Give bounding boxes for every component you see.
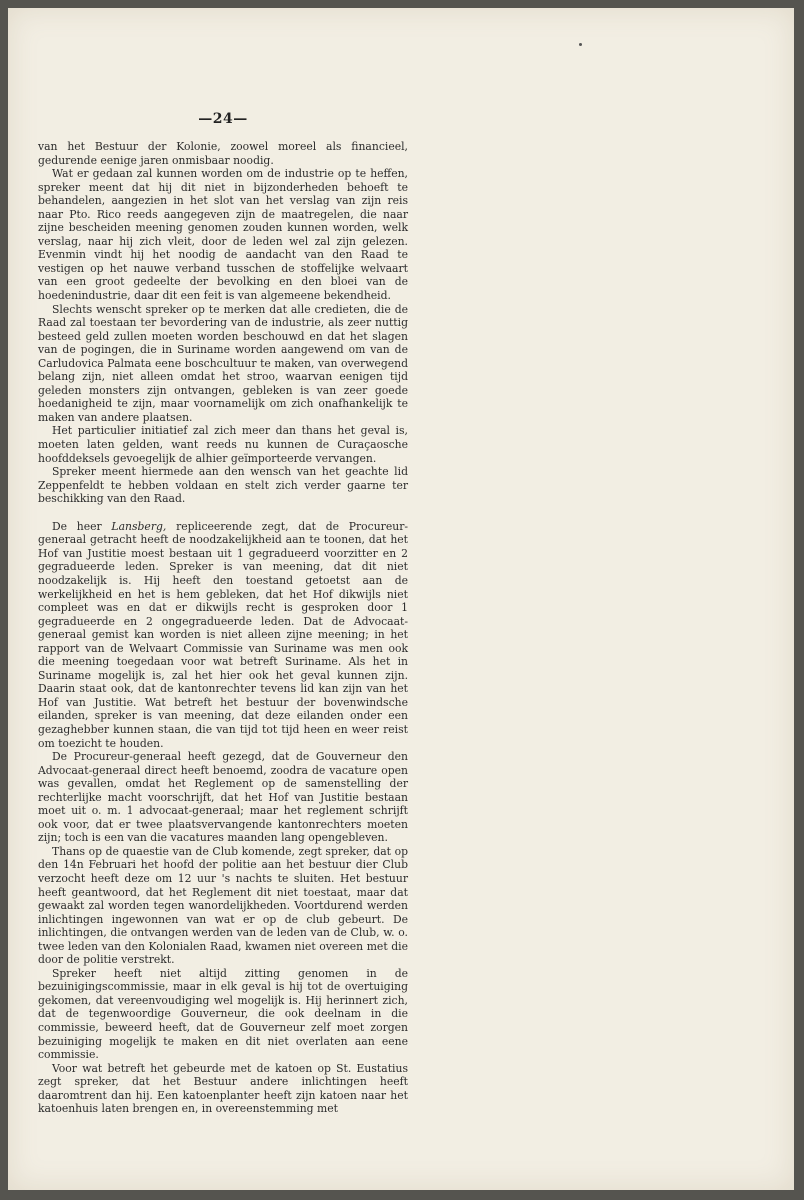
paragraph: Wat er gedaan zal kunnen worden om de industrie op te heffen, spreker meent dat hij dit niet in bijzonderheden behoeft te behandelen, aangezien in het slot van het verslag van zijn reis naar Pto. Rico reeds aangegeven zijn de maatregelen, die naar zijne bescheiden meening genomen zouden kunnen worden, welk verslag, naar hij zich vleit, door de leden wel zal zijn gelezen. Evenmin vindt hij het noodig de aandacht van den Raad te vestigen op het nauwe verband tusschen de stoffelijke welvaart van een groot gedeelte der bevolking en den bloei van de hoedenindustrie, daar dit een feit is van algemeene bekendheid. [38, 167, 408, 303]
paragraph: Thans op de quaestie van de Club komende, zegt spreker, dat op den 14n Februari het hoofd der politie aan het bestuur dier Club verzocht heeft deze om 12 uur 's nachts te sluiten. Het bestuur heeft geantwoord, dat het Reglement dit niet toestaat, maar dat gewaakt zal worden tegen wanordelijkheden. Voortdurend werden inlichtingen ingewonnen van wat er op de club gebeurt. De inlichtingen, die ontvangen werden van de leden van de Club, w. o. twee leden van den Kolonialen Raad, kwamen niet overeen met die door de politie verstrekt. [38, 844, 408, 967]
paragraph-rest: repliceerende zegt, dat de Procureur-generaal getracht heeft de noodzakelijkheid aan te toonen, dat het Hof van Justitie moest bestaan uit 1 gegradueerd voorzitter en 2 gegradueerde leden. Spreker is van meening, dat dit niet noodzakelijk is. Hij heeft den toestand getoetst aan de werkelijkheid en het is hem gebleken, dat het Hof dikwijls niet compleet was en dat er dikwijls recht is gesproken door 1 gegradueerde en 2 ongegradueerde leden. Dat de Advocaat-generaal gemist kan worden is niet alleen zijne meening; in het rapport van de Welvaart Commissie van Suriname was men ook die meening toegedaan voor wat betreft Suriname. Als het in Suriname mogelijk is, zal het hier ook het geval kunnen zijn. Daarin staat ook, dat de kantonrechter tevens lid kan zijn van het Hof van Justitie. Wat betreft het bestuur der bovenwindsche eilanden, spreker is van meening, dat deze eilanden onder een gezaghebber kunnen staan, die van tijd tot tijd heen en weer reist om toezicht te houden. [38, 519, 408, 750]
paragraph: Slechts wenscht spreker op te merken dat alle credieten, die de Raad zal toestaan ter bevordering van de industrie, als zeer nuttig besteed geld zullen moeten worden beschouwd en dat het slagen van de pogingen, die in Suriname worden aangewend om van de Carludovica Palmata eene boschcultuur te maken, van overwegend belang zijn, niet alleen omdat het stroo, waarvan eenigen tijd geleden monsters zijn ontvangen, gebleken is van zeer goede hoedanigheid te zijn, maar voornamelijk om zich onafhankelijk te maken van andere plaatsen. [38, 302, 408, 424]
paragraph: De Procureur-generaal heeft gezegd, dat de Gouverneur den Advocaat-generaal direct heeft benoemd, zoodra de vacature open was gevallen, omdat het Reglement op de samenstelling der rechterlijke macht voorschrijft, dat het Hof van Justitie bestaan moet uit o. m. 1 advocaat-generaal; maar het reglement schrijft ook voor, dat er twee plaatsvervangende kantonrechters moeten zijn; toch is een van die vacatures maanden lang opengebleven. [38, 750, 408, 845]
section-gap [38, 506, 408, 520]
paragraph: Voor wat betreft het gebeurde met de katoen op St. Eustatius zegt spreker, dat het Bestuur andere inlichtingen heeft daaromtrent dan hij. Een katoenplanter heeft zijn katoen naar het katoenhuis laten brengen en, in overeenstemming met [38, 1061, 408, 1116]
paragraph: Spreker heeft niet altijd zitting genomen in de bezuinigingscommissie, maar in elk geval is hij tot de overtuiging gekomen, dat vereenvoudiging wel mogelijk is. Hij herinnert zich, dat de tegenwoordige Gouverneur, die ook deelnam in die commissie, beweerd heeft, dat de Gouverneur zelf moet zorgen bezuiniging mogelijk te maken en dit niet overlaten aan eene commissie. [38, 966, 408, 1062]
document-page [8, 8, 794, 1190]
paragraph: Het particulier initiatief zal zich meer dan thans het geval is, moeten laten gelden, want reeds nu kunnen de Curaçaosche hoofddeksels gevoegelijk de alhier geïmporteerde vervangen. [38, 424, 408, 465]
speaker-name: Lansberg, [111, 519, 167, 533]
body-text [38, 140, 408, 1116]
paragraph: van het Bestuur der Kolonie, zoowel moreel als financieel, gedurende eenige jaren onmisbaar noodig. [38, 140, 408, 167]
paragraph-lead: De heer [52, 519, 112, 533]
paragraph: Spreker meent hiermede aan den wensch van het geachte lid Zeppenfeldt te hebben voldaan en stelt zich verder gaarne ter beschikking van den Raad. [38, 465, 408, 506]
page-number: —24— [198, 111, 248, 127]
paragraph [38, 520, 408, 750]
paper-speck [579, 43, 582, 46]
